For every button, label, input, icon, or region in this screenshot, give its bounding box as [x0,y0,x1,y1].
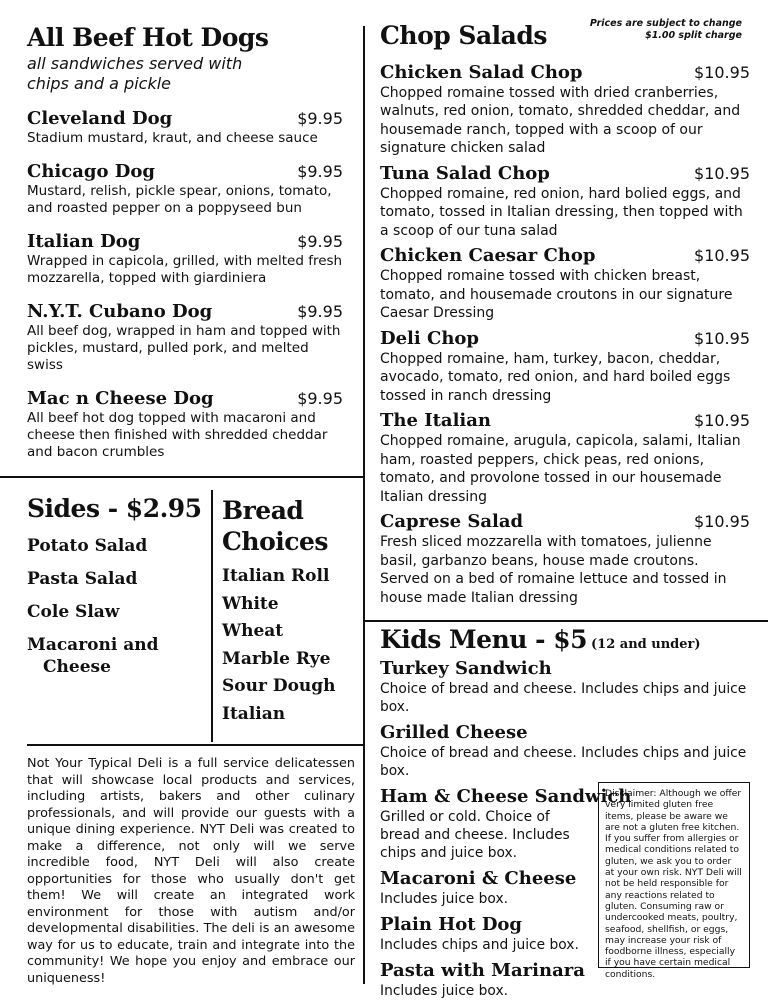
bread-item: Italian Roll [222,566,330,586]
side-item: Potato Salad [27,535,148,556]
sides-section [27,495,212,689]
item-description: Chopped romaine tossed with dried cranberries, walnuts, red onion, tomato, shredded cheddar, and housemade ranch, topped with a scoop of our signature chicken salad [380,84,741,156]
sides-title: Sides - $2.95 [27,494,202,523]
item-description: Chopped romaine, ham, turkey, bacon, cheddar, avocado, tomato, red onion, and hard boiled eggs tossed in ranch dressing [380,350,731,404]
side-item: Cole Slaw [27,601,120,622]
menu-item [380,163,750,241]
hotdogs-section [27,24,343,475]
about-top-divider [27,744,363,746]
menu-item [27,388,343,461]
item-description: Chopped romaine, arugula, capicola, salami, Italian ham, roasted peppers, chick peas, red onions, tomato, and provolone tossed in our housemade Italian dressing [380,433,741,505]
bread-title-line2: Choices [222,527,328,556]
side-item [27,634,212,678]
item-description: Choice of bread and cheese. Includes chips and juice box. [380,744,747,779]
bread-section [222,495,362,728]
menu-item [27,301,343,374]
item-price: $10.95 [694,512,750,531]
item-price: $9.95 [297,161,343,181]
menu-item [380,511,750,607]
item-description: Chopped romaine tossed with chicken breast, tomato, and housemade croutons in our signature Caesar Dressing [380,268,733,321]
side-item-line2: Cheese [43,656,111,677]
item-name: Plain Hot Dog [380,913,523,935]
item-name: N.Y.T. Cubano Dog [27,300,213,322]
bread-item: Marble Rye [222,648,331,669]
item-name: Ham & Cheese Sandwich [380,785,632,807]
salads-section [380,22,750,612]
hotdogs-title: All Beef Hot Dogs [27,23,269,52]
item-description: Fresh sliced mozzarella with tomatoes, julienne basil, garbanzo beans, house made croutons. Served on a bed of romaine lettuce and tossed in house made Italian dressing [380,534,727,606]
item-description: Wrapped in capicola, grilled, with melted fresh mozzarella, topped with giardiniera [27,252,343,286]
kids-age-note: (12 and under) [591,637,701,652]
item-price: $10.95 [694,411,750,430]
item-description: Choice of bread and cheese. Includes chips and juice box. [380,680,747,715]
item-price: $10.95 [694,246,750,265]
menu-item [380,328,750,406]
menu-item [380,62,750,158]
item-name: Macaroni & Cheese [380,867,577,889]
disclaimer-box: Disclaimer: Although we offer very limited gluten free items, please be aware we are not a gluten free kitchen. If you suffer from allergies or medical conditions related to gluten, we ask you to order at your own risk. NYT Deli will not be held responsible for any reactions related to gluten. Consuming raw or undercooked meats, poultry, seafood, shellfish, or eggs, may increase your risk of foodborne illness, especially if you have certain medical conditions. [598,782,750,968]
item-price: $9.95 [297,301,343,321]
bread-item: Italian [222,703,286,724]
item-price: $10.95 [694,328,750,348]
hotdogs-subtitle-line1: all sandwiches served with [27,53,243,73]
item-description: Mustard, relish, pickle spear, onions, tomato, and roasted pepper on a poppyseed bun [27,182,332,216]
item-name: Chicken Caesar Chop [380,245,596,266]
menu-item [27,108,343,147]
sides-list [27,535,212,678]
bread-item: White [222,593,279,614]
item-price: $9.95 [297,108,343,128]
menu-item [27,231,343,287]
item-description: Includes chips and juice box. [380,936,579,953]
menu-item [380,245,750,323]
bread-title-line1: Bread [222,496,304,525]
item-name: Mac n Cheese Dog [27,387,214,409]
item-name: Grilled Cheese [380,721,528,743]
bread-title [222,495,362,557]
item-name: Pasta with Marinara [380,959,585,981]
bread-item: Sour Dough [222,676,336,696]
item-name: Chicago Dog [27,160,155,182]
hotdogs-bottom-divider [0,476,364,478]
kids-title-row [380,626,750,654]
item-description: Chopped romaine, red onion, hard bolied eggs, and tomato, tossed in Italian dressing, then topped with a scoop of our tuna salad [380,185,743,239]
item-description: Grilled or cold. Choice of bread and cheese. Includes chips and juice box. [380,808,570,861]
hotdogs-list [27,108,343,461]
item-description: Stadium mustard, kraut, and cheese sauce [27,129,318,146]
about-paragraph: Not Your Typical Deli is a full service delicatessen that will showcase local products and services, including artists, bakers and other culinary professionals, and will provide our guests with a unique dining experience. NYT Deli was created to make a difference, not only will we serve incredible food, NYT Deli will also create opportunities for those who usually don't get them! We will create an integrated work environment for those with autism and/or developmental disabilities. The deli is an awesome way for us to educate, train and integrate into the community! We hope you enjoy and embrace our uniqueness! [27,756,355,986]
item-name: The Italian [380,410,492,431]
menu-item [380,658,750,716]
salads-bottom-divider [364,620,768,622]
item-description: All beef dog, wrapped in ham and topped with pickles, mustard, pulled pork, and melted swiss [27,322,341,373]
item-description: Includes juice box. [380,982,508,999]
salads-list [380,62,750,608]
menu-item [380,722,750,780]
item-description: Includes juice box. [380,890,508,907]
item-name: Italian Dog [27,230,141,252]
item-price: $10.95 [694,62,750,82]
menu-item [380,410,750,506]
hotdogs-subtitle-line2: chips and a pickle [27,73,171,93]
item-price: $9.95 [297,231,343,251]
salads-title: Chop Salads [380,21,547,50]
side-item: Pasta Salad [27,568,138,589]
bread-list [222,563,362,728]
side-item-line1: Macaroni and [27,634,159,655]
item-name: Chicken Salad Chop [380,61,583,83]
price-change-notice: Prices are subject to change [589,18,742,29]
kids-title: Kids Menu - $5 [380,625,587,654]
hotdogs-subtitle [27,54,343,94]
item-price: $10.95 [694,163,750,183]
center-divider [363,26,365,984]
item-name: Caprese Salad [380,511,524,532]
item-price: $9.95 [297,388,343,408]
split-charge-notice: $1.00 split charge [645,30,742,41]
item-name: Deli Chop [380,327,480,349]
item-name: Turkey Sandwich [380,657,552,679]
bread-item: Wheat [222,621,284,641]
menu-item [27,161,343,217]
item-name: Tuna Salad Chop [380,162,550,184]
item-name: Cleveland Dog [27,107,173,129]
item-description: All beef hot dog topped with macaroni and cheese then finished with shredded cheddar and bacon crumbles [27,409,328,460]
